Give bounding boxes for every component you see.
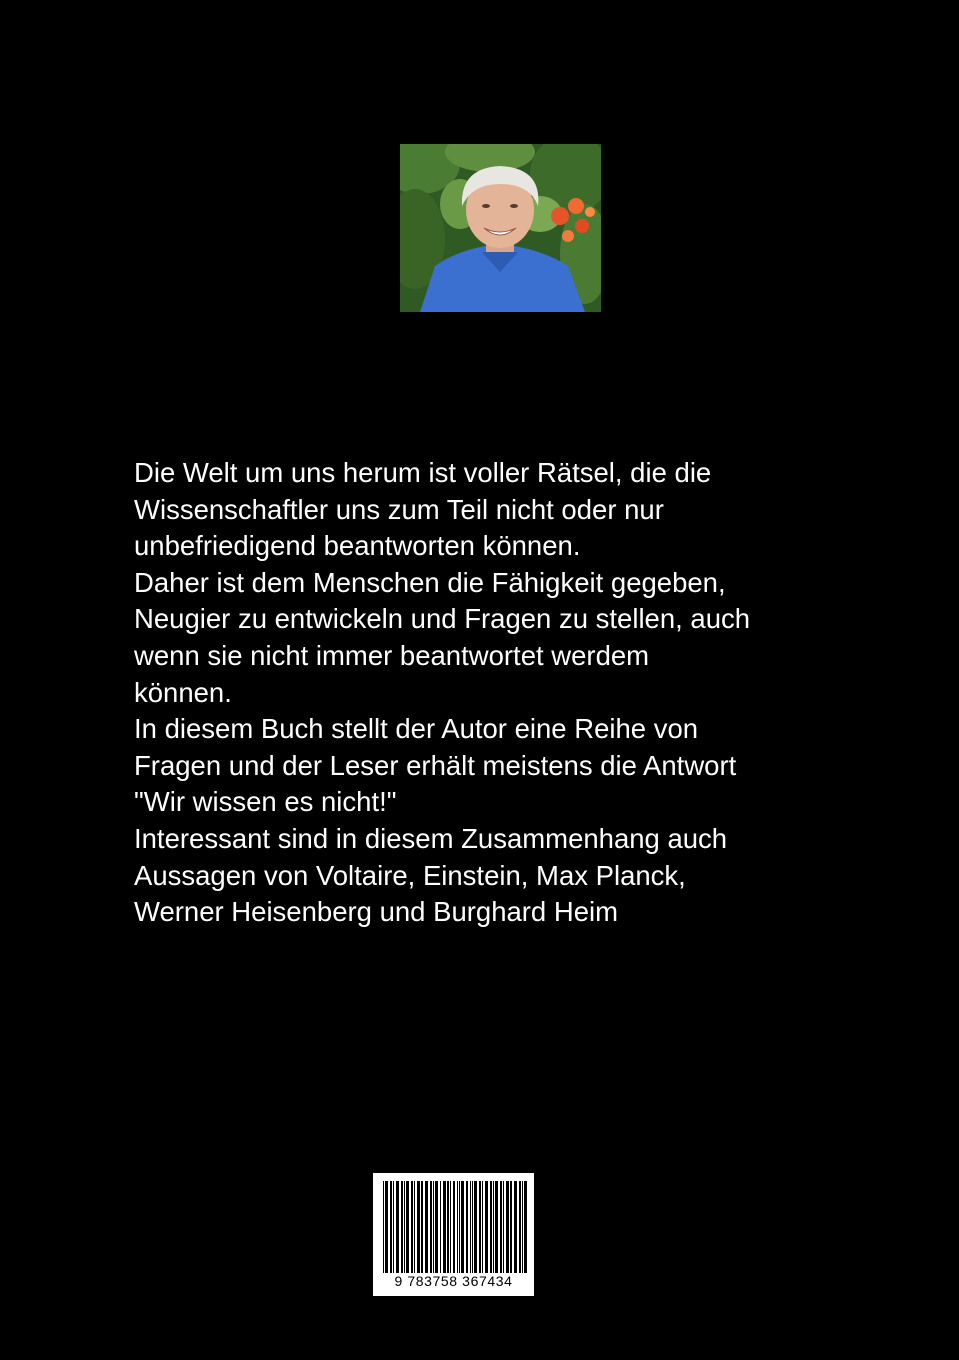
blurb-line: unbefriedigend beantworten können. bbox=[134, 530, 581, 562]
isbn-barcode bbox=[373, 1173, 534, 1296]
barcode-bar bbox=[457, 1181, 458, 1273]
barcode-bar bbox=[440, 1181, 441, 1273]
barcode-bar bbox=[411, 1181, 413, 1273]
barcode-bar bbox=[414, 1181, 415, 1273]
barcode-bar bbox=[461, 1181, 464, 1273]
blurb-line: Daher ist dem Menschen die Fähigkeit gegeben, bbox=[134, 566, 726, 598]
blurb-line: Fragen und der Leser erhält meistens die Antwort bbox=[134, 749, 737, 781]
barcode-bar bbox=[385, 1181, 388, 1273]
barcode-bar bbox=[435, 1181, 438, 1273]
barcode-bar bbox=[450, 1181, 451, 1273]
barcode-bar bbox=[390, 1181, 392, 1273]
barcode-bar bbox=[524, 1181, 527, 1273]
barcode-bar bbox=[472, 1181, 473, 1273]
barcode-bar bbox=[482, 1181, 483, 1273]
blurb-line: Neugier zu entwickeln und Fragen zu stellen, auch bbox=[134, 603, 751, 635]
blurb-line: Interessant sind in diesem Zusammenhang auch bbox=[134, 822, 728, 854]
barcode-bar bbox=[425, 1181, 428, 1273]
barcode-bar bbox=[459, 1181, 460, 1273]
barcode-bar bbox=[447, 1181, 449, 1273]
barcode-bar bbox=[514, 1181, 517, 1273]
barcode-bar bbox=[453, 1181, 455, 1273]
barcode-bar bbox=[495, 1181, 498, 1273]
author-photo bbox=[400, 144, 601, 312]
barcode-bar bbox=[406, 1181, 409, 1273]
barcode-bar bbox=[466, 1181, 468, 1273]
isbn-digits: 9 783758 367434 bbox=[394, 1273, 513, 1289]
barcode-bar bbox=[485, 1181, 488, 1273]
barcode-bar bbox=[519, 1181, 521, 1273]
barcode-bar bbox=[510, 1181, 512, 1273]
barcode-bar bbox=[433, 1181, 434, 1273]
barcode-bar bbox=[430, 1181, 432, 1273]
barcode-bar bbox=[383, 1181, 384, 1273]
barcode-bar bbox=[417, 1181, 420, 1273]
barcode-bar bbox=[396, 1181, 399, 1273]
blurb-line: Wissenschaftler uns zum Teil nicht oder nur bbox=[134, 493, 664, 525]
barcode-bar bbox=[522, 1181, 523, 1273]
barcode-bar bbox=[393, 1181, 394, 1273]
barcode-bar bbox=[503, 1181, 504, 1273]
blurb-line: Werner Heisenberg und Burghard Heim bbox=[134, 896, 619, 928]
blurb-line: In diesem Buch stellt der Autor eine Reihe von bbox=[134, 713, 699, 745]
barcode-bar bbox=[474, 1181, 477, 1273]
barcode-bar bbox=[443, 1181, 446, 1273]
blurb-line: Die Welt um uns herum ist voller Rätsel, die die bbox=[134, 457, 712, 488]
barcode-bar bbox=[500, 1181, 502, 1273]
barcode-bar bbox=[506, 1181, 509, 1273]
barcode-bar bbox=[490, 1181, 492, 1273]
blurb-line: "Wir wissen es nicht!" bbox=[134, 786, 397, 818]
barcode-bar bbox=[404, 1181, 405, 1273]
barcode-bar bbox=[421, 1181, 423, 1273]
blurb-text bbox=[134, 455, 854, 931]
blurb-line: Aussagen von Voltaire, Einstein, Max Planck, bbox=[134, 859, 686, 891]
barcode-bars bbox=[381, 1181, 528, 1273]
barcode-bar bbox=[479, 1181, 481, 1273]
barcode-bar bbox=[493, 1181, 494, 1273]
blurb-line: können. bbox=[134, 676, 232, 708]
blurb-line: wenn sie nicht immer beantwortet werdem bbox=[134, 639, 650, 671]
barcode-bar bbox=[401, 1181, 403, 1273]
barcode-bar bbox=[470, 1181, 471, 1273]
